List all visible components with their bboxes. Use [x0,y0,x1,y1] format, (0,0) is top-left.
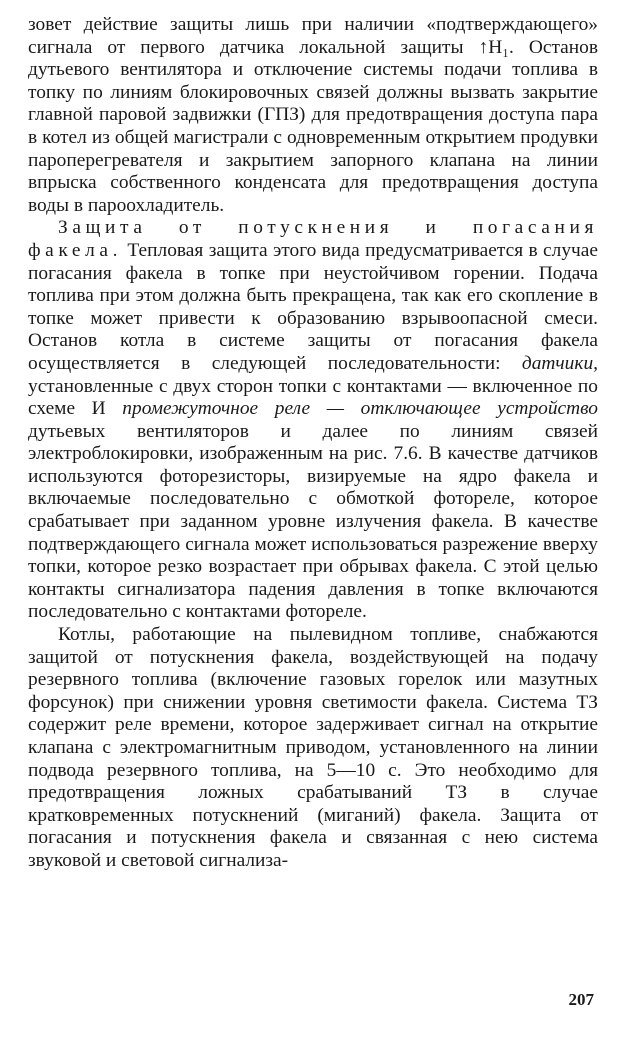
page-number: 207 [568,990,594,1009]
paragraph-2-text-c: дутьевых вентиляторов и далее по линиям связей электроблокировки, изображенным на рис. 7.6. В качестве датчиков используются фоторезисторы, визируемые на ядро факела и включаемые последовательно с обмоткой фотореле, которое срабатывает при заданном уровне излучения факела. В качестве подтверждающего сигнала может использоваться разрежение вверху топки, которое резко возрастает при обрывах факела. С этой целью контакты сигнализатора падения давления в топке включаются последовательно с контактами фотореле. [28,420,598,623]
paragraph-2-italic-a: датчики, [521,352,598,374]
paragraph-3: Котлы, работающие на пылевидном топливе, снабжаются защитой от потускнения факела, воздействующей на подачу резервного топлива (включение газовых горелок или мазутных форсунок) при снижении уровня светимости факела. Система ТЗ содержит реле времени, которое задерживает сигнал на открытие клапана с электромагнитным приводом, установленного на линии подвода резервного топлива, на 5—10 с. Это необходимо для предотвращения ложных срабатываний ТЗ в случае кратковременных потускнений (миганий) факела. Защита от погасания и потускнения факела и связанная с нею система звуковой и световой сигнализа- [28,624,598,871]
section-heading: Защита от потускнения и погасания факела. [28,217,598,261]
paragraph-2-italic-b: промежуточное реле — отключающее устройство [122,398,598,420]
paragraph-2-text-a: Тепловая защита этого вида предусматривается в случае погасания факела в топке при неустойчивом горении. Подача топлива при этом должна быть прекращена, так как его скопление в топке может привести к образованию взрывоопасной смеси. Останов котла в системе защиты от погасания факела осуществляется в следующей последовательности: [28,239,598,374]
page-body [28,14,598,873]
paragraph-2 [28,217,598,624]
paragraph-1: зовет действие защиты лишь при наличии «подтверждающего» сигнала от первого датчика локальной защиты ↑H₁. Останов дутьевого вентилятора и отключение системы подачи топлива в топку по линиям блокировочных связей должны вызвать закрытие главной паровой задвижки (ГПЗ) для предотвращения доступа пара в котел из общей магистрали с одновременным открытием продувки пароперегревателя и закрытием запорного клапана на линии впрыска собственного конденсата для предотвращения доступа воды в пароохладитель. [28,14,598,216]
paragraph-2-text-b: установленные с двух сторон топки с контактами — включенное по схеме И [28,375,598,420]
